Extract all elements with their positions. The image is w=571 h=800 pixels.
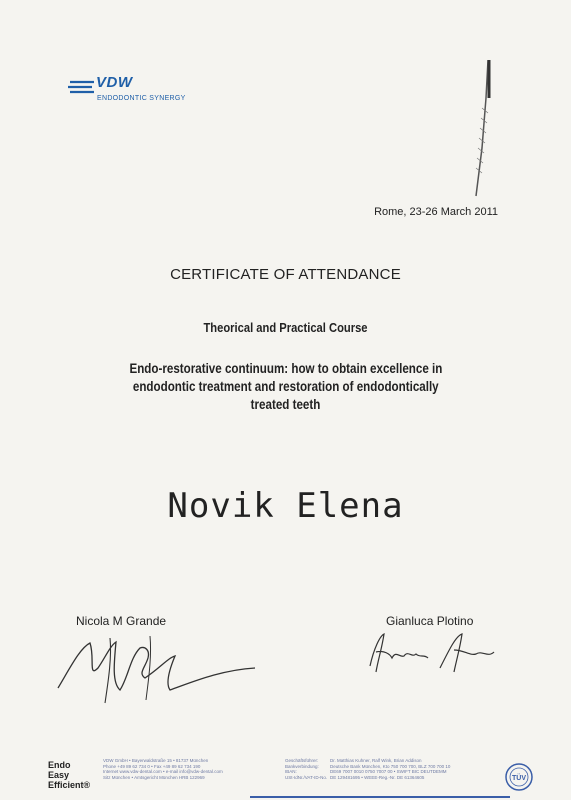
footer-values [330,758,450,780]
footer-line: Sitz München • Amtsgericht München HRB 122969 [103,774,205,780]
course-name-line: endodontic treatment and restoration of endodontically [132,379,439,394]
endodontic-file-icon [462,58,502,198]
footer-brand [48,760,90,790]
footer-line: Phone +49 89 62 734 0 • Fax +49 89 62 734 190 [103,763,201,769]
footer-line: DE 129481695 • WEEE-Reg.-Nr. DE 61364605 [330,774,425,780]
logo-tagline: ENDODONTIC SYNERGY [97,95,186,102]
footer-line: IBAN: [285,769,297,775]
footer-line: Geschäftsführer: [285,758,319,763]
footer-company-info [103,758,223,780]
footer-line: USt-IdNr./VAT-ID-No. [285,774,328,780]
tuv-label: TÜV [512,775,526,782]
logo-brand: VDW [96,74,133,91]
footer-line: DE69 7007 0010 0750 7007 00 • SWIFT BIC DEUTDEMM [330,769,447,775]
certificate-title: CERTIFICATE OF ATTENDANCE [170,266,401,283]
footer-line: Deutsche Bank München, Kto 750 700 700, BLZ 700 700 10 [330,763,451,769]
course-name-line: Endo-restorative continuum: how to obtain excellence in [129,361,442,376]
footer-divider [250,796,510,798]
footer-labels [285,758,327,780]
footer-brand-line: Easy [48,770,70,780]
signer-left-name: Nicola M Grande [76,614,167,628]
signature-left-image [50,628,260,708]
footer-line: Internet www.vdw-dental.com • e-mail info@vdw-dental.com [103,769,223,775]
footer-brand-line: Efficient® [48,780,91,790]
footer-line: Bankverbindung: [285,763,319,769]
recipient-name: Novik Elena [167,486,404,526]
footer-line: VDW GmbH • Bayerwaldstraße 15 • 81737 München [103,758,209,763]
course-name-line: treated teeth [250,397,321,412]
footer-line: Dr. Matthias Kuhner, Ralf Wink, Brian Addison [330,758,422,763]
course-type: Theorical and Practical Course [203,320,368,335]
course-name [60,360,511,414]
vdw-logo-icon [66,72,206,112]
footer-brand-line: Endo [48,760,71,770]
signer-right-name: Gianluca Plotino [386,614,474,628]
signature-right-image [360,628,510,678]
place-date: Rome, 23-26 March 2011 [374,206,498,218]
tuv-certification-icon [504,762,534,792]
